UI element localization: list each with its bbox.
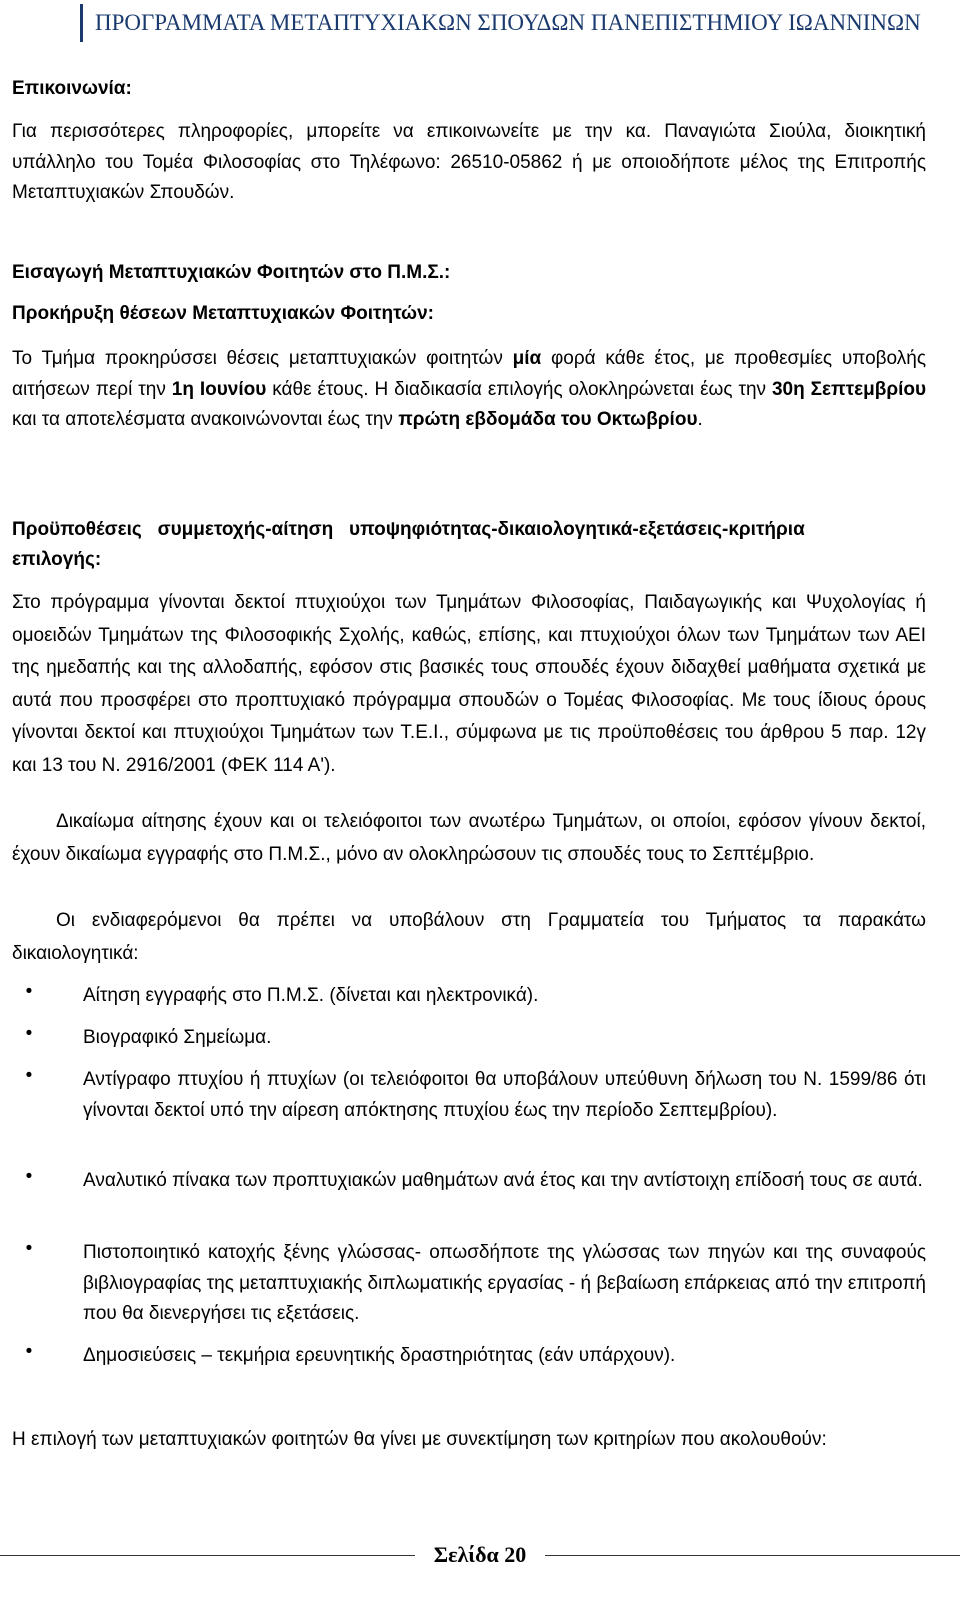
contact-heading: Επικοινωνία: [12,78,132,99]
page-header [80,4,940,42]
bullet-icon: • [25,1065,33,1086]
requirements-para3: Οι ενδιαφερόμενοι θα πρέπει να υποβάλουν στη Γραμματεία του Τμήματος τα παρακάτω δικαιολογητικά: [12,910,926,964]
requirements-para2: Δικαίωμα αίτησης έχουν και οι τελειόφοιτοι των ανωτέρω Τμημάτων, οι οποίοι, εφόσον γίνουν δεκτοί, έχουν δικαίωμα εγγραφής στο Π.Μ.Σ., μόνο αν ολοκληρώσουν τις σπουδές τους το Σεπτέμβριο. [12,811,926,865]
bullet-icon: • [25,1238,33,1259]
requirements-heading-line2: επιλογής: [12,549,102,570]
contact-text: Για περισσότερες πληροφορίες, μπορείτε να επικοινωνείτε με την κα. Παναγιώτα Σιούλα, διοικητική υπάλληλο του Τομέα Φιλοσοφίας στο Τηλέφωνο: 26510-05862 ή με οποιοδήποτε μέλος της Επιτροπής Μεταπτυχιακών Σπουδών. [12,121,926,203]
list-item: • Βιογραφικό Σημείωμα. [12,1023,926,1054]
list-item: • Αντίγραφο πτυχίου ή πτυχίων (οι τελειόφοιτοι θα υποβάλουν υπεύθυνη δήλωση του Ν. 1599/86 ότι γίνονται δεκτοί υπό την αίρεση απόκτησης πτυχίου έως την περίοδο Σεπτεμβρίου). [12,1065,926,1126]
bullet-icon: • [25,1341,33,1362]
list-item: • Αίτηση εγγραφής στο Π.Μ.Σ. (δίνεται και ηλεκτρονικά). [12,981,926,1012]
call-heading: Προκήρυξη θέσεων Μεταπτυχιακών Φοιτητών: [12,303,434,324]
list-item: • Αναλυτικό πίνακα των προπτυχιακών μαθημάτων ανά έτος και την αντίστοιχη επίδοσή τους σε αυτά. [12,1166,926,1197]
requirements-heading-line1: Προϋποθέσεις συμμετοχής-αίτηση υποψηφιότητας-δικαιολογητικά-εξετάσεις-κριτήρια [12,519,805,540]
header-title: ΠΡΟΓΡΑΜΜΑΤΑ ΜΕΤΑΠΤΥΧΙΑΚΩΝ ΣΠΟΥΔΩΝ ΠΑΝΕΠΙΣΤΗΜΙΟΥ ΙΩΑΝΝΙΝΩΝ [95,10,921,35]
admission-heading: Εισαγωγή Μεταπτυχιακών Φοιτητών στο Π.Μ.Σ.: [12,262,451,283]
closing-text: Η επιλογή των μεταπτυχιακών φοιτητών θα γίνει με συνεκτίμηση των κριτηρίων που ακολουθούν: [12,1429,827,1450]
bullet-icon: • [25,1166,33,1187]
requirements-para1: Στο πρόγραμμα γίνονται δεκτοί πτυχιούχοι των Τμημάτων Φιλοσοφίας, Παιδαγωγικής και Ψυχολογίας ή ομοειδών Τμημάτων της Φιλοσοφικής Σχολής, καθώς, επίσης, και πτυχιούχοι όλων των Τμημάτων των ΑΕΙ της ημεδαπής και της αλλοδαπής, εφόσον στις βασικές τους σπουδές έχουν διδαχθεί μαθήματα σχετικά με αυτά που προσφέρει στο προπτυχιακό πρόγραμμα σπουδών ο Τομέας Φιλοσοφίας. Με τους ίδιους όρους γίνονται δεκτοί και πτυχιούχοι Τμημάτων των Τ.Ε.Ι., σύμφωνα με τις προϋποθέσεις του άρθρου 5 παρ. 12γ και 13 του Ν. 2916/2001 (ΦΕΚ 114 Α'). [12,592,926,776]
list-item: • Δημοσιεύσεις – τεκμήρια ερευνητικής δραστηριότητας (εάν υπάρχουν). [12,1341,926,1372]
call-text: Το Τμήμα προκηρύσσει θέσεις μεταπτυχιακών φοιτητών μία φορά κάθε έτος, με προθεσμίες υποβολής αιτήσεων περί την 1η Ιουνίου κάθε έτους. Η διαδικασία επιλογής ολοκληρώνεται έως την 30η Σεπτεμβρίου και τα αποτελέσματα ανακοινώνονται έως την πρώτη εβδομάδα του Οκτωβρίου. [12,348,927,430]
list-item: • Πιστοποιητικό κατοχής ξένης γλώσσας- οπωσδήποτε της γλώσσας των πηγών και της συναφούς βιβλιογραφίας της μεταπτυχιακής διπλωματικής εργασίας - ή βεβαίωση επάρκειας από την επιτροπή που θα διενεργήσει τις εξετάσεις. [12,1238,926,1330]
bullet-icon: • [25,1023,33,1044]
bullet-icon: • [25,981,33,1002]
page-number: Σελίδα 20 [433,1542,527,1567]
